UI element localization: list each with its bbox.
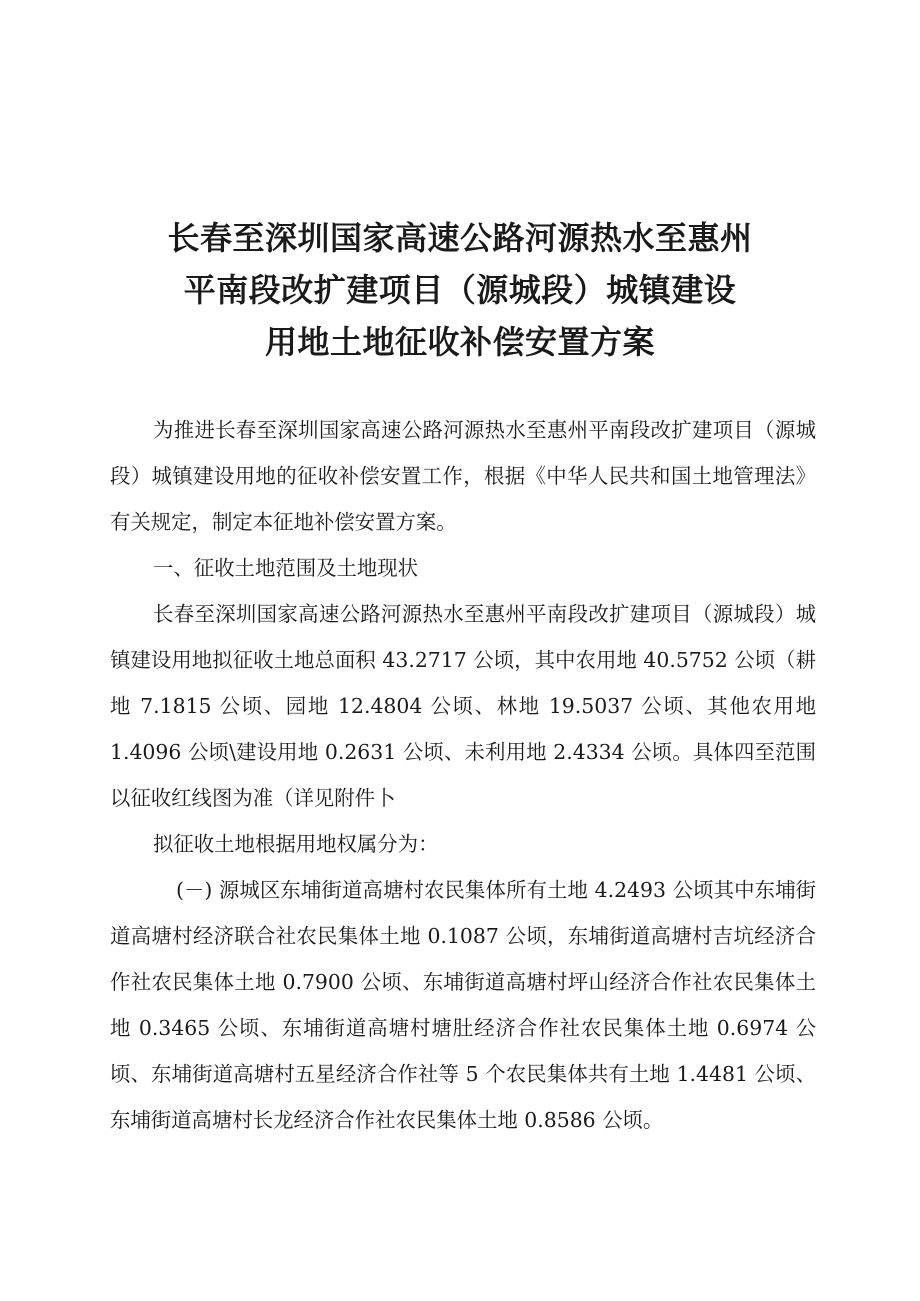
ownership-intro-paragraph: 拟征收土地根据用地权属分为： xyxy=(153,832,439,856)
document-title xyxy=(60,212,860,368)
title-line-2: 平南段改扩建项目（源城段）城镇建设 xyxy=(183,271,737,309)
section-heading-1: 一、征收土地范围及土地现状 xyxy=(153,556,419,580)
ownership-item-1-paragraph: (－) 源城区东埔街道高塘村农民集体所有土地 4.2493 公顷其中东埔街道高塘村经济联合社农民集体土地 0.1087 公顷，东埔街道高塘村吉坑经济合作社农民集体土地 0.7900 公顷、东埔街道高塘村坪山经济合作社农民集体土地 0.3465 公顷、东埔街道高塘村塘肚经济合作社农民集体土地 0.6974 公顷、东埔街道高塘村五星经济合作社等 5 个农民集体共有土地 1.4481 公顷、东埔街道高塘村长龙经济合作社农民集体土地 0.8586 公顷。 xyxy=(110,878,816,1132)
section1-paragraph: 长春至深圳国家高速公路河源热水至惠州平南段改扩建项目（源城段）城镇建设用地拟征收土地总面积 43.2717 公顷，其中农用地 40.5752 公顷（耕地 7.1815 公顷、园地 12.4804 公顷、林地 19.5037 公顷、其他农用地 1.4096 公顷\建设用地 0.2631 公顷、未利用地 2.4334 公顷。具体四至范围以征收红线图为准（详见附件卜 xyxy=(110,602,816,810)
intro-paragraph: 为推进长春至深圳国家高速公路河源热水至惠州平南段改扩建项目（源城段）城镇建设用地的征收补偿安置工作，根据《中华人民共和国土地管理法》有关规定，制定本征地补偿安置方案。 xyxy=(110,418,816,534)
title-line-3: 用地土地征收补偿安置方案 xyxy=(264,323,655,361)
title-line-1: 长春至深圳国家高速公路河源热水至惠州 xyxy=(167,219,753,257)
